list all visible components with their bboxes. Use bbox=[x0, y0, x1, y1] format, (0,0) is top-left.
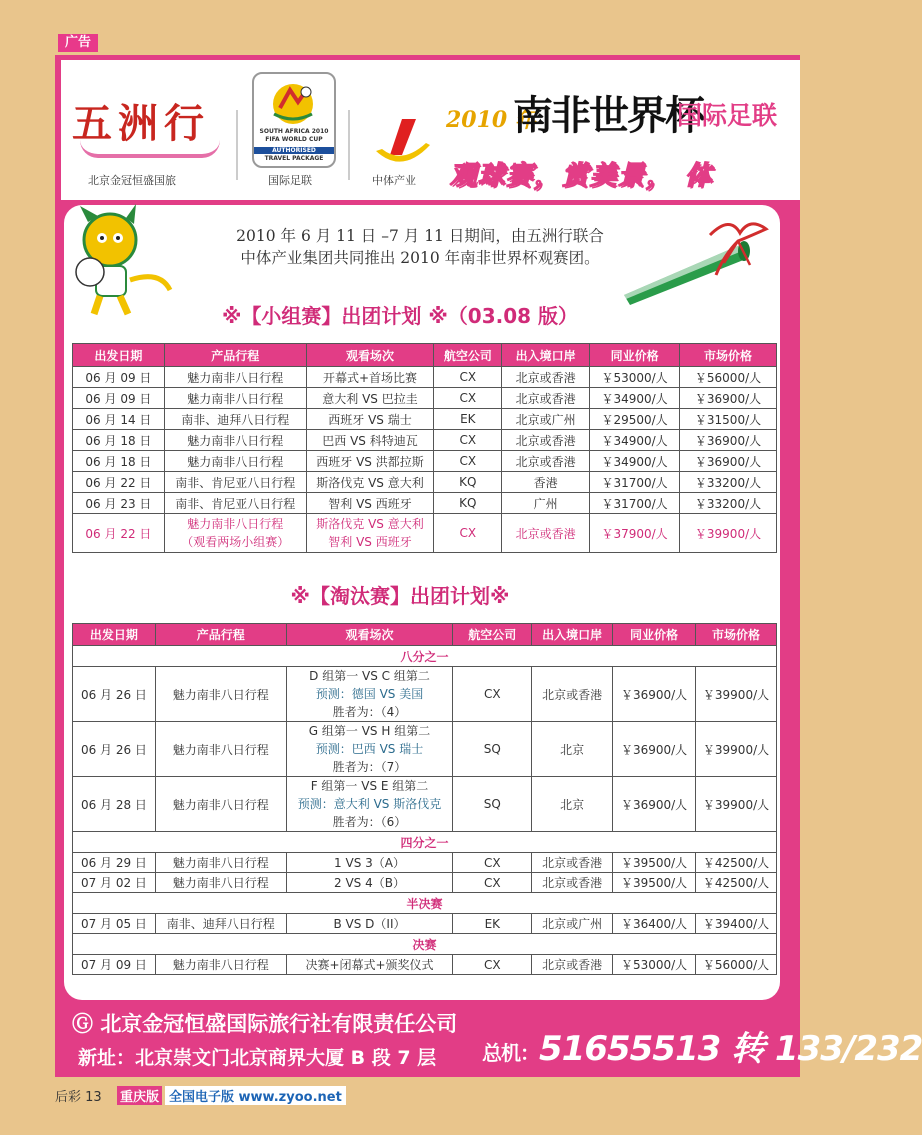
title-year: 2010 年 bbox=[446, 107, 537, 133]
table-cell: 南非、肯尼亚八日行程 bbox=[164, 472, 306, 493]
zhongti-logo-icon bbox=[372, 115, 432, 170]
table-cell: 北京或香港 bbox=[502, 388, 590, 409]
table-cell: 魅力南非八日行程 bbox=[155, 955, 286, 975]
website-link[interactable]: 全国电子版 www.zyoo.net bbox=[165, 1086, 346, 1105]
table-cell: ￥36900/人 bbox=[613, 777, 696, 832]
table-cell: ￥53000/人 bbox=[613, 955, 696, 975]
table-cell: EK bbox=[434, 409, 502, 430]
table-cell: ￥42500/人 bbox=[696, 853, 777, 873]
table-cell: ￥36900/人 bbox=[613, 722, 696, 777]
match-winner: 胜者为：（7） bbox=[332, 760, 407, 774]
table-row bbox=[73, 873, 777, 893]
table-cell: ￥31700/人 bbox=[590, 472, 680, 493]
table-cell: 北京 bbox=[532, 722, 613, 777]
column-header: 同业价格 bbox=[590, 344, 680, 367]
hotline-number: 51655513 转 133/232 bbox=[539, 1029, 922, 1069]
column-header: 出发日期 bbox=[73, 624, 156, 646]
fifa-caption: 国际足联 bbox=[268, 174, 312, 187]
stage-row bbox=[73, 934, 777, 955]
table-cell: 北京或香港 bbox=[502, 451, 590, 472]
table-cell: CX bbox=[434, 451, 502, 472]
table-cell: 香港 bbox=[502, 472, 590, 493]
ad-label: 广告 bbox=[58, 34, 98, 52]
table-cell: ￥33200/人 bbox=[680, 493, 777, 514]
header-divider bbox=[348, 110, 350, 180]
fifa-badge-line: TRAVEL PACKAGE bbox=[264, 155, 324, 162]
wuzhou-caption: 北京金冠恒盛国旅 bbox=[88, 174, 176, 187]
table-cell bbox=[286, 667, 453, 722]
match-line: 斯洛伐克 VS 意大利 bbox=[316, 517, 424, 531]
table-cell: CX bbox=[434, 514, 502, 553]
stage-row bbox=[73, 893, 777, 914]
column-header: 出发日期 bbox=[73, 344, 165, 367]
table-row bbox=[73, 914, 777, 934]
table-cell: ￥34900/人 bbox=[590, 388, 680, 409]
table-cell: 北京或广州 bbox=[502, 409, 590, 430]
table-row bbox=[73, 667, 777, 722]
knockout-stage-table bbox=[72, 623, 777, 975]
table-cell: 西班牙 VS 瑞士 bbox=[306, 409, 434, 430]
table-cell: ￥34900/人 bbox=[590, 451, 680, 472]
table-cell: 西班牙 VS 洪都拉斯 bbox=[306, 451, 434, 472]
table-cell: ￥36900/人 bbox=[680, 388, 777, 409]
column-header: 观看场次 bbox=[306, 344, 434, 367]
column-header: 市场价格 bbox=[696, 624, 777, 646]
table-row bbox=[73, 388, 777, 409]
table-cell: ￥56000/人 bbox=[696, 955, 777, 975]
table-cell: CX bbox=[453, 853, 532, 873]
table-cell: 06 月 29 日 bbox=[73, 853, 156, 873]
table-cell: 北京或香港 bbox=[532, 667, 613, 722]
table-row-special bbox=[73, 514, 777, 553]
table-cell: 决赛+闭幕式+颁奖仪式 bbox=[286, 955, 453, 975]
table-cell: CX bbox=[453, 667, 532, 722]
table-cell: ￥36900/人 bbox=[613, 667, 696, 722]
table-cell: CX bbox=[453, 873, 532, 893]
table-cell: 巴西 VS 科特迪瓦 bbox=[306, 430, 434, 451]
hotline-label: 总机： bbox=[482, 1041, 539, 1065]
fifa-badge-line: FIFA WORLD CUP bbox=[265, 136, 323, 143]
product-note: （观看两场小组赛） bbox=[181, 535, 290, 549]
stage-label: 八分之一 bbox=[73, 646, 777, 667]
product-line: 魅力南非八日行程 bbox=[187, 517, 284, 531]
table-row bbox=[73, 853, 777, 873]
table-cell: ￥34900/人 bbox=[590, 430, 680, 451]
table-cell: ￥39900/人 bbox=[696, 777, 777, 832]
table-cell: ￥39500/人 bbox=[613, 873, 696, 893]
table-cell: CX bbox=[434, 430, 502, 451]
table-header-row bbox=[73, 344, 777, 367]
table-cell: ￥39900/人 bbox=[696, 722, 777, 777]
table-cell: 06 月 09 日 bbox=[73, 388, 165, 409]
table-cell: 1 VS 3（A） bbox=[286, 853, 453, 873]
intro-line: 中体产业集团共同推出 2010 年南非世界杯观赛团。 bbox=[240, 249, 600, 267]
table-cell: 北京或香港 bbox=[502, 430, 590, 451]
column-header: 观看场次 bbox=[286, 624, 453, 646]
table-cell: 06 月 26 日 bbox=[73, 722, 156, 777]
table-row bbox=[73, 451, 777, 472]
table-cell: ￥31700/人 bbox=[590, 493, 680, 514]
column-header: 市场价格 bbox=[680, 344, 777, 367]
table-row bbox=[73, 493, 777, 514]
column-header: 出入境口岸 bbox=[532, 624, 613, 646]
table-cell: 北京或香港 bbox=[502, 514, 590, 553]
table-cell: 07 月 09 日 bbox=[73, 955, 156, 975]
table-cell: EK bbox=[453, 914, 532, 934]
fifa-badge-line: AUTHORISED bbox=[254, 147, 334, 154]
table-cell: ￥39900/人 bbox=[696, 667, 777, 722]
title-tail: 国际足联 bbox=[677, 101, 778, 130]
table-cell: 06 月 18 日 bbox=[73, 451, 165, 472]
table-cell: ￥33200/人 bbox=[680, 472, 777, 493]
table-cell: 2 VS 4（B） bbox=[286, 873, 453, 893]
table-cell: 南非、迪拜八日行程 bbox=[164, 409, 306, 430]
edition-badge: 重庆版 bbox=[117, 1086, 162, 1105]
intro-text bbox=[180, 225, 660, 269]
table-cell: 06 月 28 日 bbox=[73, 777, 156, 832]
table-cell: 魅力南非八日行程 bbox=[155, 722, 286, 777]
table-cell: ￥36900/人 bbox=[680, 451, 777, 472]
table-cell bbox=[286, 777, 453, 832]
table-cell bbox=[164, 514, 306, 553]
match-winner: 胜者为：（6） bbox=[332, 815, 407, 829]
zhongti-caption: 中体产业 bbox=[372, 174, 416, 187]
table-cell: 魅力南非八日行程 bbox=[164, 451, 306, 472]
table-cell: CX bbox=[434, 388, 502, 409]
table-cell: 06 月 23 日 bbox=[73, 493, 165, 514]
table-cell: 魅力南非八日行程 bbox=[155, 777, 286, 832]
wuzhou-logo: 五洲行 bbox=[72, 100, 210, 147]
table-cell: 06 月 18 日 bbox=[73, 430, 165, 451]
table-row bbox=[73, 430, 777, 451]
match-prediction: 预测：意大利 VS 斯洛伐克 bbox=[297, 797, 442, 811]
company-logo-icon: Ⓖ bbox=[72, 1011, 93, 1036]
column-header: 产品行程 bbox=[164, 344, 306, 367]
table-cell: 斯洛伐克 VS 意大利 bbox=[306, 472, 434, 493]
table-cell: ￥31500/人 bbox=[680, 409, 777, 430]
table-row bbox=[73, 472, 777, 493]
table-cell: ￥39400/人 bbox=[696, 914, 777, 934]
table-row bbox=[73, 367, 777, 388]
table-cell: 北京或香港 bbox=[532, 955, 613, 975]
header-divider bbox=[236, 110, 238, 180]
table-cell: 07 月 05 日 bbox=[73, 914, 156, 934]
table-cell: KQ bbox=[434, 493, 502, 514]
table-cell: ￥39500/人 bbox=[613, 853, 696, 873]
column-header: 产品行程 bbox=[155, 624, 286, 646]
wuzhou-logo-swoosh bbox=[80, 140, 220, 158]
table-cell: ￥37900/人 bbox=[590, 514, 680, 553]
match-prediction: 预测：德国 VS 美国 bbox=[315, 687, 424, 701]
table-cell: 广州 bbox=[502, 493, 590, 514]
page-number: 后彩 13 bbox=[55, 1090, 102, 1105]
table-cell: SQ bbox=[453, 777, 532, 832]
table-cell: 北京或广州 bbox=[532, 914, 613, 934]
stage-row bbox=[73, 646, 777, 667]
table-cell: ￥42500/人 bbox=[696, 873, 777, 893]
fifa-travel-badge bbox=[252, 72, 336, 168]
table-cell: ￥36400/人 bbox=[613, 914, 696, 934]
fifa-badge-line: SOUTH AFRICA 2010 bbox=[259, 128, 329, 135]
slogan: 观球赛，赏美景， 体 bbox=[450, 161, 714, 191]
table-cell: 北京或香港 bbox=[532, 853, 613, 873]
table-cell: ￥29500/人 bbox=[590, 409, 680, 430]
table-row bbox=[73, 409, 777, 430]
table-cell: 06 月 09 日 bbox=[73, 367, 165, 388]
table-cell: 魅力南非八日行程 bbox=[155, 667, 286, 722]
footer-address: 新址：北京崇文门北京商界大厦 B 段 7 层 bbox=[78, 1047, 437, 1069]
footer bbox=[72, 1005, 922, 1077]
table-cell: 魅力南非八日行程 bbox=[164, 367, 306, 388]
table-cell: 06 月 22 日 bbox=[73, 472, 165, 493]
table-cell: KQ bbox=[434, 472, 502, 493]
table-cell: ￥56000/人 bbox=[680, 367, 777, 388]
stage-row bbox=[73, 832, 777, 853]
footer-hotline bbox=[482, 1021, 922, 1070]
match-line: F 组第一 VS E 组第二 bbox=[310, 779, 429, 793]
table-cell: CX bbox=[434, 367, 502, 388]
stage-label: 决赛 bbox=[73, 934, 777, 955]
table-cell: 06 月 14 日 bbox=[73, 409, 165, 430]
table-cell: 意大利 VS 巴拉圭 bbox=[306, 388, 434, 409]
table-cell: 魅力南非八日行程 bbox=[155, 873, 286, 893]
table-header-row bbox=[73, 624, 777, 646]
knockout-stage-title: ※【淘汰赛】出团计划※ bbox=[290, 584, 510, 608]
table-cell: ￥36900/人 bbox=[680, 430, 777, 451]
table-cell: B VS D（II） bbox=[286, 914, 453, 934]
table-cell bbox=[306, 514, 434, 553]
table-cell: 06 月 26 日 bbox=[73, 667, 156, 722]
footer-company bbox=[72, 1008, 457, 1038]
table-cell: 智利 VS 西班牙 bbox=[306, 493, 434, 514]
table-cell: 北京或香港 bbox=[502, 367, 590, 388]
match-prediction: 预测：巴西 VS 瑞士 bbox=[315, 742, 424, 756]
page-title: 南非世界杯 bbox=[513, 92, 703, 139]
table-cell: 07 月 02 日 bbox=[73, 873, 156, 893]
match-line: D 组第一 VS C 组第二 bbox=[309, 669, 430, 683]
table-cell: SQ bbox=[453, 722, 532, 777]
table-cell: ￥39900/人 bbox=[680, 514, 777, 553]
intro-line: 2010 年 6 月 11 日 –7 月 11 日期间，由五洲行联合 bbox=[236, 227, 604, 245]
table-row bbox=[73, 777, 777, 832]
column-header: 航空公司 bbox=[434, 344, 502, 367]
stage-label: 四分之一 bbox=[73, 832, 777, 853]
stage-label: 半决赛 bbox=[73, 893, 777, 914]
table-cell: 魅力南非八日行程 bbox=[155, 853, 286, 873]
column-header: 同业价格 bbox=[613, 624, 696, 646]
table-cell: 魅力南非八日行程 bbox=[164, 388, 306, 409]
column-header: 出入境口岸 bbox=[502, 344, 590, 367]
match-line: 智利 VS 西班牙 bbox=[328, 535, 412, 549]
table-cell: 南非、迪拜八日行程 bbox=[155, 914, 286, 934]
table-cell: 北京或香港 bbox=[532, 873, 613, 893]
table-cell: ￥53000/人 bbox=[590, 367, 680, 388]
table-row bbox=[73, 955, 777, 975]
table-cell: 06 月 22 日 bbox=[73, 514, 165, 553]
table-cell: 开幕式+首场比赛 bbox=[306, 367, 434, 388]
group-stage-title: ※【小组赛】出团计划 ※（03.08 版） bbox=[221, 304, 579, 328]
table-cell: CX bbox=[453, 955, 532, 975]
table-cell bbox=[286, 722, 453, 777]
table-cell: 北京 bbox=[532, 777, 613, 832]
match-line: G 组第一 VS H 组第二 bbox=[308, 724, 431, 738]
group-stage-table bbox=[72, 343, 777, 553]
table-cell: 南非、肯尼亚八日行程 bbox=[164, 493, 306, 514]
table-cell: 魅力南非八日行程 bbox=[164, 430, 306, 451]
match-winner: 胜者为：（4） bbox=[332, 705, 407, 719]
table-row bbox=[73, 722, 777, 777]
world-cup-emblem-icon bbox=[260, 80, 326, 126]
company-name: 北京金冠恒盛国际旅行社有限责任公司 bbox=[100, 1011, 458, 1036]
column-header: 航空公司 bbox=[453, 624, 532, 646]
